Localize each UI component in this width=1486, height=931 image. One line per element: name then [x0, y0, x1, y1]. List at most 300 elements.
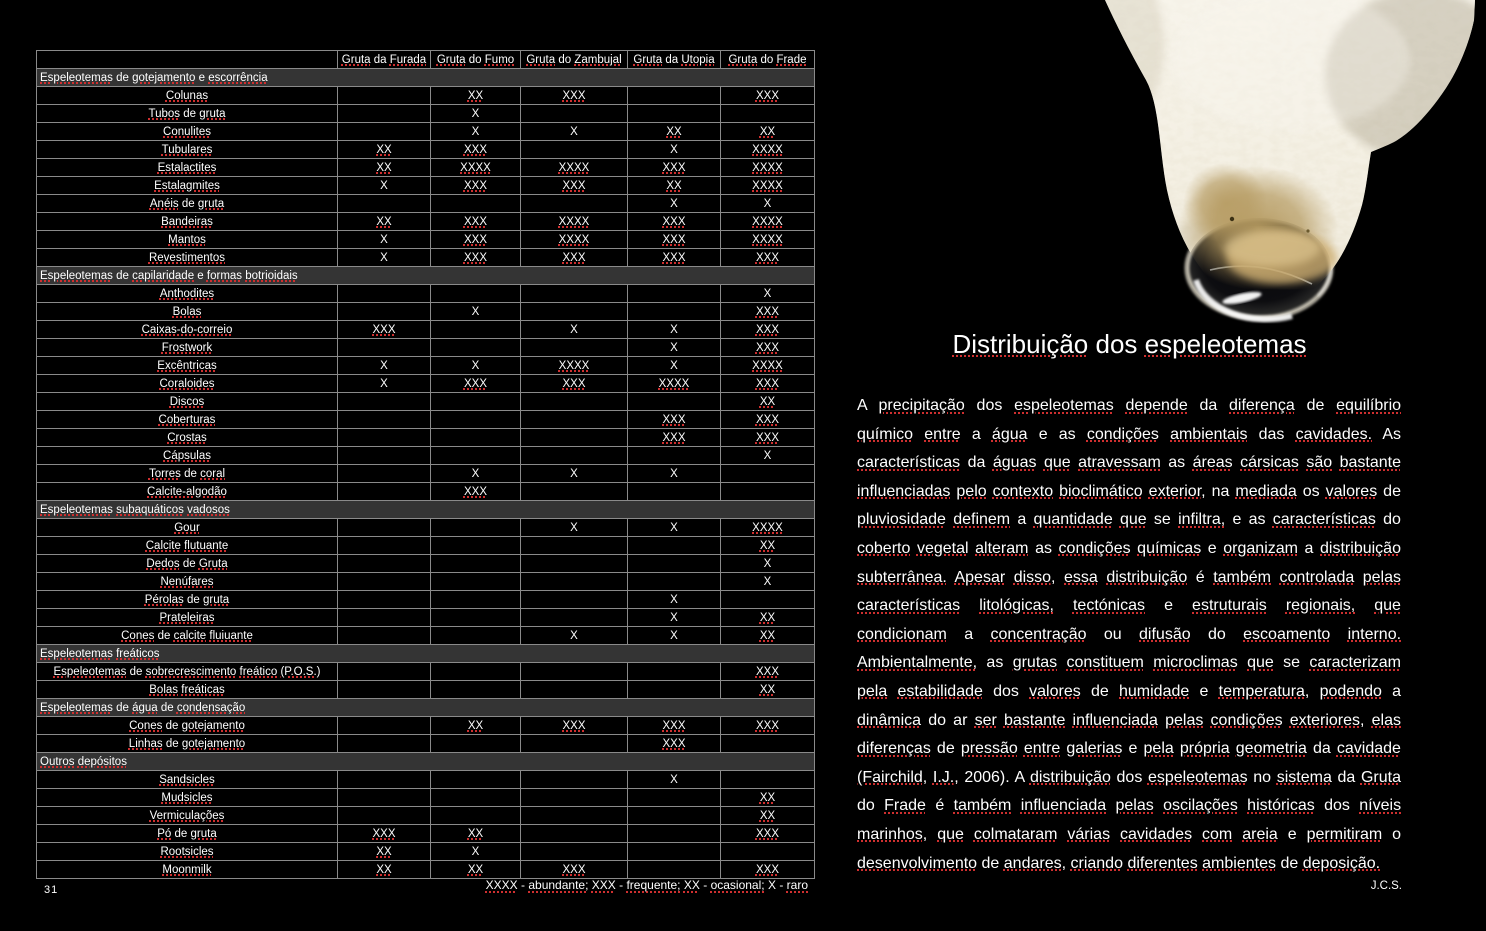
row-label: Mantos	[37, 231, 338, 249]
frequency-cell	[338, 537, 431, 555]
frequency-cell: XXX	[431, 375, 521, 393]
frequency-cell	[521, 483, 628, 501]
table-row	[37, 339, 815, 357]
section-header-row	[37, 645, 815, 663]
table-row	[37, 663, 815, 681]
frequency-cell: X	[721, 195, 815, 213]
frequency-cell: XXX	[338, 825, 431, 843]
frequency-cell: X	[628, 357, 721, 375]
frequency-cell	[338, 447, 431, 465]
frequency-cell: XXX	[338, 321, 431, 339]
frequency-cell	[431, 519, 521, 537]
frequency-cell: XXX	[721, 861, 815, 879]
frequency-cell: XX	[721, 537, 815, 555]
table-row	[37, 519, 815, 537]
column-header: Gruta do Fumo	[431, 51, 521, 69]
table-row	[37, 195, 815, 213]
frequency-cell	[628, 537, 721, 555]
row-label: Mudsicles	[37, 789, 338, 807]
frequency-cell	[338, 519, 431, 537]
frequency-cell: XXX	[721, 87, 815, 105]
frequency-cell: X	[721, 573, 815, 591]
frequency-cell: XXX	[521, 249, 628, 267]
frequency-cell	[431, 537, 521, 555]
row-label: Espeleotemas de sobrecrescimento freático (P.O.S.)	[37, 663, 338, 681]
frequency-cell	[431, 735, 521, 753]
frequency-cell	[338, 555, 431, 573]
frequency-cell: XX	[338, 213, 431, 231]
table-row	[37, 861, 815, 879]
frequency-cell	[431, 627, 521, 645]
frequency-cell: XXX	[431, 177, 521, 195]
frequency-cell	[521, 195, 628, 213]
frequency-cell	[721, 735, 815, 753]
frequency-cell	[628, 825, 721, 843]
frequency-cell: XXX	[628, 429, 721, 447]
row-label: Cones de gotejamento	[37, 717, 338, 735]
frequency-cell	[628, 843, 721, 861]
frequency-cell	[431, 447, 521, 465]
table-row	[37, 591, 815, 609]
frequency-cell	[628, 681, 721, 699]
frequency-cell	[338, 429, 431, 447]
table-body	[37, 69, 815, 879]
table-row	[37, 357, 815, 375]
frequency-cell	[431, 663, 521, 681]
table-row	[37, 627, 815, 645]
frequency-cell: X	[628, 321, 721, 339]
frequency-cell: XXX	[431, 483, 521, 501]
frequency-cell: XXX	[431, 231, 521, 249]
row-label: Rootsicles	[37, 843, 338, 861]
frequency-cell	[721, 591, 815, 609]
table-legend: XXXX - abundante; XXX - frequente; XX - ocasional; X - raro	[485, 878, 808, 892]
frequency-cell: XXXX	[431, 159, 521, 177]
table-row	[37, 375, 815, 393]
frequency-cell: XXX	[628, 411, 721, 429]
table-row	[37, 429, 815, 447]
row-label: Bolas freáticas	[37, 681, 338, 699]
frequency-cell	[338, 717, 431, 735]
frequency-cell: X	[721, 447, 815, 465]
corner-cell	[37, 51, 338, 69]
frequency-cell	[338, 771, 431, 789]
frequency-cell: XXX	[628, 231, 721, 249]
row-label: Tubulares	[37, 141, 338, 159]
frequency-cell	[431, 321, 521, 339]
frequency-cell	[521, 681, 628, 699]
frequency-cell: X	[338, 177, 431, 195]
column-header-row	[37, 51, 815, 69]
frequency-cell: XXXX	[721, 159, 815, 177]
frequency-cell: XXXX	[721, 357, 815, 375]
frequency-cell	[338, 195, 431, 213]
row-label: Calcite flutuante	[37, 537, 338, 555]
frequency-cell: XXX	[521, 177, 628, 195]
frequency-cell: X	[628, 627, 721, 645]
section-title: Espeleotemas de água de condensação	[37, 699, 815, 717]
frequency-cell	[628, 393, 721, 411]
frequency-cell: XXX	[431, 249, 521, 267]
row-label: Cones de calcite fluiuante	[37, 627, 338, 645]
frequency-cell	[721, 465, 815, 483]
table-row	[37, 141, 815, 159]
frequency-cell: XX	[431, 861, 521, 879]
row-label: Torres de coral	[37, 465, 338, 483]
frequency-cell: XX	[628, 123, 721, 141]
frequency-cell: XX	[721, 393, 815, 411]
frequency-cell: X	[721, 285, 815, 303]
table-row	[37, 609, 815, 627]
row-label: Vermiculações	[37, 807, 338, 825]
frequency-cell	[521, 573, 628, 591]
frequency-cell: XXX	[431, 141, 521, 159]
author-initials: J.C.S.	[1370, 880, 1402, 892]
frequency-cell: XXXX	[721, 177, 815, 195]
frequency-cell: XX	[721, 807, 815, 825]
section-title: Espeleotemas freáticos	[37, 645, 815, 663]
frequency-cell: X	[628, 141, 721, 159]
frequency-cell: X	[338, 375, 431, 393]
frequency-cell: XXX	[721, 303, 815, 321]
frequency-cell	[521, 285, 628, 303]
page-number: 31	[44, 884, 59, 896]
frequency-cell	[628, 807, 721, 825]
frequency-cell	[628, 447, 721, 465]
frequency-cell	[628, 285, 721, 303]
frequency-cell	[431, 393, 521, 411]
frequency-cell: X	[628, 591, 721, 609]
table-row	[37, 465, 815, 483]
table-row	[37, 177, 815, 195]
table-row	[37, 735, 815, 753]
frequency-cell	[431, 429, 521, 447]
row-label: Pérolas de gruta	[37, 591, 338, 609]
row-label: Coberturas	[37, 411, 338, 429]
article-body: A precipitação dos espeleotemas depende da diferença de equilíbrio químico entre a água e as condições ambientais das cavidades. As características da águas que atravessam as áreas cársicas são bastante influenciadas pelo contexto bioclimático exterior, na mediada os valores de pluviosidade definem a quantidade que se infiltra, e as características do coberto vegetal alteram as condições químicas e organizam a distribuição subterrânea. Apesar disso, essa distribuição é também controlada pelas características litológicas, tectónicas e estruturais regionais, que condicionam a concentração ou difusão do escoamento interno. Ambientalmente, as grutas constituem microclimas que se caracterizam pela estabilidade dos valores de humidade e temperatura, podendo a dinâmica do ar ser bastante influenciada pelas condições exteriores, elas diferenças de pressão entre galerias e pela própria geometria da cavidade (Fairchild, I.J., 2006). A distribuição dos espeleotemas no sistema da Gruta do Frade é também influenciada pelas oscilações históricas dos níveis marinhos, que colmataram várias cavidades com areia e permitiram o desenvolvimento de andares, criando diferentes ambientes de deposição.	[857, 397, 1402, 872]
row-label: Calcite-algodão	[37, 483, 338, 501]
frequency-cell	[431, 195, 521, 213]
frequency-cell	[521, 771, 628, 789]
row-label: Estalagmites	[37, 177, 338, 195]
frequency-cell: X	[338, 231, 431, 249]
frequency-cell: XXXX	[628, 375, 721, 393]
table-row	[37, 393, 815, 411]
table-row	[37, 87, 815, 105]
frequency-cell	[628, 573, 721, 591]
frequency-cell	[521, 105, 628, 123]
frequency-cell: X	[521, 519, 628, 537]
table-row	[37, 249, 815, 267]
row-label: Crostas	[37, 429, 338, 447]
frequency-cell	[338, 87, 431, 105]
frequency-cell: XXXX	[721, 231, 815, 249]
frequency-cell	[521, 825, 628, 843]
table-row	[37, 555, 815, 573]
table-row	[37, 159, 815, 177]
frequency-cell: XXX	[628, 249, 721, 267]
frequency-cell	[431, 339, 521, 357]
frequency-cell: XXX	[721, 717, 815, 735]
frequency-cell: X	[628, 519, 721, 537]
frequency-cell: XXX	[521, 375, 628, 393]
frequency-cell	[338, 663, 431, 681]
frequency-cell: XX	[721, 789, 815, 807]
frequency-cell	[628, 555, 721, 573]
row-label: Estalactites	[37, 159, 338, 177]
frequency-cell: XX	[431, 717, 521, 735]
frequency-cell	[338, 591, 431, 609]
column-header: Gruta da Furada	[338, 51, 431, 69]
frequency-cell: XXX	[431, 213, 521, 231]
frequency-cell: X	[521, 321, 628, 339]
frequency-cell: XX	[338, 861, 431, 879]
row-label: Dedos de Gruta	[37, 555, 338, 573]
frequency-cell	[521, 303, 628, 321]
frequency-cell: XXX	[721, 339, 815, 357]
frequency-cell	[721, 483, 815, 501]
frequency-cell: XXX	[628, 159, 721, 177]
frequency-cell: XXX	[521, 861, 628, 879]
frequency-cell	[628, 87, 721, 105]
table-row	[37, 843, 815, 861]
frequency-cell	[338, 789, 431, 807]
frequency-cell	[628, 303, 721, 321]
frequency-cell	[431, 555, 521, 573]
table-row	[37, 231, 815, 249]
frequency-cell	[431, 609, 521, 627]
frequency-cell: X	[431, 465, 521, 483]
frequency-cell	[628, 861, 721, 879]
frequency-cell	[521, 447, 628, 465]
section-header-row	[37, 501, 815, 519]
table-row	[37, 321, 815, 339]
frequency-cell: XXX	[721, 429, 815, 447]
row-label: Prateleiras	[37, 609, 338, 627]
table-head	[37, 51, 815, 69]
frequency-cell: XX	[431, 87, 521, 105]
frequency-cell	[431, 681, 521, 699]
table-row	[37, 789, 815, 807]
table-row	[37, 447, 815, 465]
frequency-cell: XX	[721, 681, 815, 699]
article-title: Distribuição dos espeleotemas	[952, 329, 1307, 359]
frequency-cell	[338, 393, 431, 411]
row-label: Excêntricas	[37, 357, 338, 375]
frequency-cell	[338, 105, 431, 123]
frequency-cell	[521, 843, 628, 861]
frequency-cell: XXXX	[521, 159, 628, 177]
frequency-cell: X	[431, 303, 521, 321]
column-header: Gruta do Frade	[721, 51, 815, 69]
frequency-cell	[521, 609, 628, 627]
frequency-cell: X	[431, 843, 521, 861]
row-label: Colunas	[37, 87, 338, 105]
row-label: Nenúfares	[37, 573, 338, 591]
row-label: Discos	[37, 393, 338, 411]
frequency-cell	[721, 771, 815, 789]
section-header-row	[37, 69, 815, 87]
table-row	[37, 825, 815, 843]
frequency-cell: X	[338, 249, 431, 267]
frequency-cell	[431, 771, 521, 789]
frequency-cell: X	[431, 123, 521, 141]
frequency-cell: XXXX	[721, 519, 815, 537]
row-label: Tubos de gruta	[37, 105, 338, 123]
frequency-cell	[721, 843, 815, 861]
frequency-cell: XXX	[721, 375, 815, 393]
frequency-cell: XXX	[721, 825, 815, 843]
table-row	[37, 105, 815, 123]
frequency-cell	[521, 537, 628, 555]
frequency-cell	[521, 735, 628, 753]
row-label: Frostwork	[37, 339, 338, 357]
table-row	[37, 717, 815, 735]
row-label: Conulites	[37, 123, 338, 141]
frequency-cell	[431, 591, 521, 609]
frequency-cell	[628, 105, 721, 123]
frequency-cell	[431, 789, 521, 807]
frequency-cell	[521, 789, 628, 807]
frequency-cell	[521, 141, 628, 159]
frequency-cell: XX	[721, 627, 815, 645]
frequency-cell	[628, 483, 721, 501]
table-row	[37, 483, 815, 501]
frequency-cell	[521, 663, 628, 681]
frequency-cell: X	[431, 357, 521, 375]
frequency-cell: XXX	[721, 663, 815, 681]
row-label: Anéis de gruta	[37, 195, 338, 213]
frequency-cell: XXX	[628, 717, 721, 735]
frequency-cell	[338, 339, 431, 357]
frequency-cell	[338, 303, 431, 321]
stalactite-photo	[1060, 0, 1486, 334]
frequency-cell	[338, 411, 431, 429]
row-label: Caixas-do-correio	[37, 321, 338, 339]
frequency-cell: XX	[431, 825, 521, 843]
frequency-cell	[431, 573, 521, 591]
frequency-cell: X	[721, 555, 815, 573]
frequency-cell: X	[628, 195, 721, 213]
row-label: Linhas de gotejamento	[37, 735, 338, 753]
row-label: Gour	[37, 519, 338, 537]
frequency-cell	[338, 681, 431, 699]
row-label: Bolas	[37, 303, 338, 321]
frequency-cell: X	[628, 339, 721, 357]
frequency-cell: XX	[338, 159, 431, 177]
section-title: Espeleotemas subaquáticos vadosos	[37, 501, 815, 519]
frequency-cell	[338, 573, 431, 591]
frequency-cell	[628, 789, 721, 807]
frequency-cell: XXX	[721, 411, 815, 429]
section-header-row	[37, 267, 815, 285]
row-label: Coraloides	[37, 375, 338, 393]
table-row	[37, 285, 815, 303]
frequency-cell: X	[521, 465, 628, 483]
table-row	[37, 537, 815, 555]
frequency-cell: XXX	[628, 213, 721, 231]
frequency-cell: XX	[721, 123, 815, 141]
frequency-cell: XXX	[721, 321, 815, 339]
table-row	[37, 573, 815, 591]
frequency-cell	[521, 411, 628, 429]
frequency-cell	[521, 807, 628, 825]
frequency-cell: X	[628, 609, 721, 627]
frequency-cell	[431, 285, 521, 303]
table-row	[37, 771, 815, 789]
row-label: Moonmilk	[37, 861, 338, 879]
frequency-cell	[338, 627, 431, 645]
frequency-cell	[338, 609, 431, 627]
frequency-cell: XXX	[521, 717, 628, 735]
frequency-cell: XXXX	[521, 231, 628, 249]
frequency-cell	[431, 807, 521, 825]
table-row	[37, 807, 815, 825]
section-header-row	[37, 753, 815, 771]
frequency-cell	[338, 735, 431, 753]
frequency-cell: X	[628, 465, 721, 483]
frequency-cell: XXXX	[721, 141, 815, 159]
frequency-cell	[521, 393, 628, 411]
section-title: Outros depósitos	[37, 753, 815, 771]
section-title: Espeleotemas de capilaridade e formas botrioidais	[37, 267, 815, 285]
frequency-cell	[338, 483, 431, 501]
frequency-cell: XXXX	[721, 213, 815, 231]
frequency-cell: XXX	[628, 735, 721, 753]
frequency-cell	[628, 663, 721, 681]
table-row	[37, 213, 815, 231]
frequency-cell	[721, 105, 815, 123]
frequency-cell: XXX	[721, 249, 815, 267]
frequency-cell: XX	[338, 843, 431, 861]
row-label: Anthodites	[37, 285, 338, 303]
frequency-cell: X	[628, 771, 721, 789]
table-row	[37, 303, 815, 321]
table-row	[37, 123, 815, 141]
frequency-cell: XX	[721, 609, 815, 627]
frequency-cell: XX	[338, 141, 431, 159]
frequency-cell: XXXX	[521, 213, 628, 231]
row-label: Sandsicles	[37, 771, 338, 789]
frequency-cell	[521, 555, 628, 573]
frequency-cell: X	[338, 357, 431, 375]
section-title: Espeleotemas de gotejamento e escorrência	[37, 69, 815, 87]
frequency-cell	[521, 429, 628, 447]
row-label: Cápsulas	[37, 447, 338, 465]
frequency-cell: X	[431, 105, 521, 123]
frequency-cell: XXXX	[521, 357, 628, 375]
frequency-cell	[338, 807, 431, 825]
row-label: Bandeiras	[37, 213, 338, 231]
frequency-cell	[521, 339, 628, 357]
frequency-cell	[338, 123, 431, 141]
frequency-cell	[338, 465, 431, 483]
column-header: Gruta da Utopia	[628, 51, 721, 69]
section-header-row	[37, 699, 815, 717]
frequency-cell	[521, 591, 628, 609]
table-row	[37, 681, 815, 699]
frequency-cell	[431, 411, 521, 429]
row-label: Revestimentos	[37, 249, 338, 267]
column-header: Gruta do Zambujal	[521, 51, 628, 69]
table-row	[37, 411, 815, 429]
row-label: Pó de gruta	[37, 825, 338, 843]
frequency-cell: XX	[628, 177, 721, 195]
frequency-cell: X	[521, 123, 628, 141]
frequency-cell: X	[521, 627, 628, 645]
speleothem-table	[36, 50, 815, 879]
frequency-cell: XXX	[521, 87, 628, 105]
